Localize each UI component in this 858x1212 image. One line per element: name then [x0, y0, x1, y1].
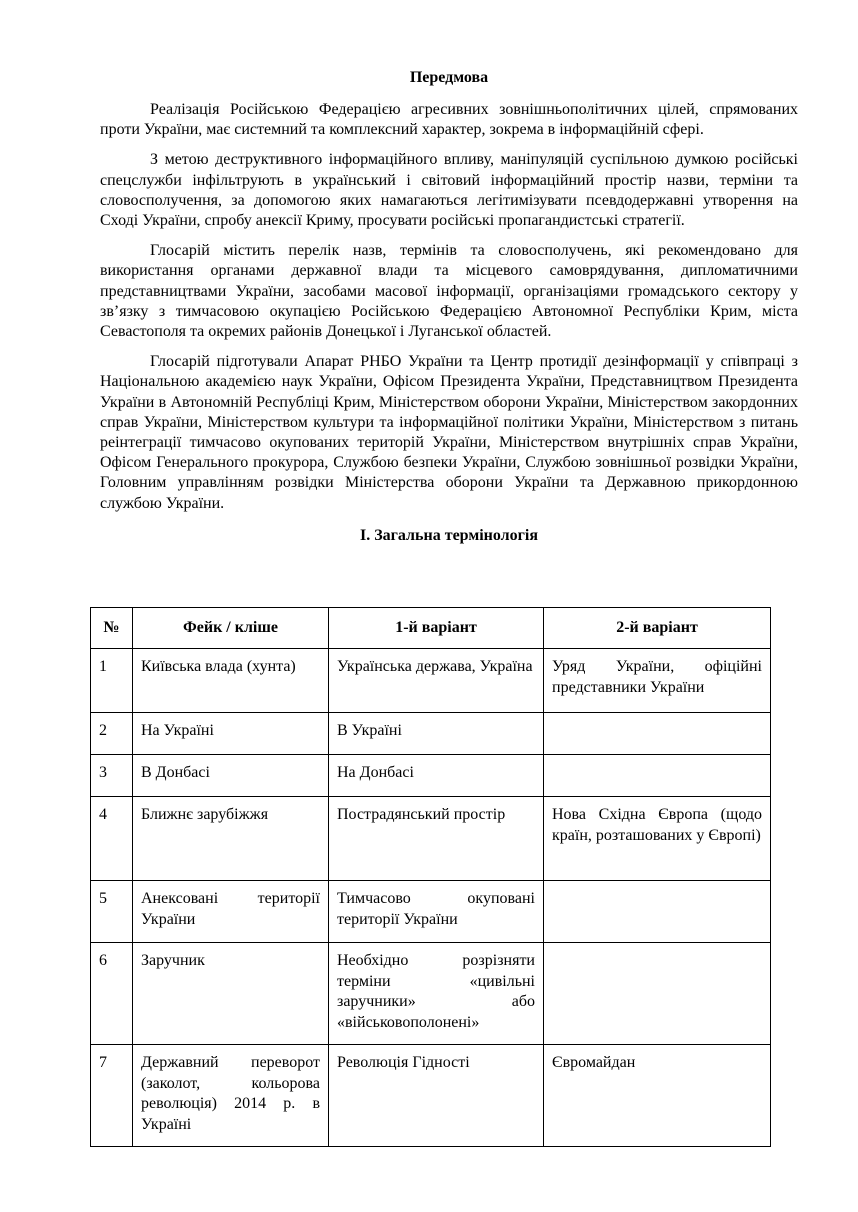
- variant-2: Євромайдан: [544, 1045, 771, 1147]
- table-row: [91, 943, 771, 1045]
- preface-paragraph: Глосарій підготували Апарат РНБО України та Центр протидії дезінформації у співпраці з Національною академією наук України, Офісом Президента України, Представництвом Президента України в Автономній Республіці Крим, Міністерством оборони України, Міністерством закордонних справ України, Міністерством культури та інформаційної політики України, Міністерством з питань реінтеграції тимчасово окупованих територій України, Міністерством внутрішніх справ України, Офісом Генерального прокурора, Службою безпеки України, Службою зовнішньої розвідки України, Головним управлінням розвідки Міністерства оборони України та Державною прикордонною службою України.: [100, 353, 798, 512]
- fake-term: В Донбасі: [133, 755, 329, 797]
- fake-term: Анексовані території України: [133, 881, 329, 943]
- variant-1: Революція Гідності: [329, 1045, 544, 1147]
- variant-2: Нова Східна Європа (щодо країн, розташованих у Європі): [544, 797, 771, 881]
- variant-2: [544, 713, 771, 755]
- row-number: 7: [91, 1045, 133, 1147]
- table-row: [91, 755, 771, 797]
- document-page: [100, 68, 798, 556]
- variant-1: Пострадянський простір: [329, 797, 544, 881]
- row-number: 6: [91, 943, 133, 1045]
- row-number: 2: [91, 713, 133, 755]
- fake-term: Заручник: [133, 943, 329, 1045]
- row-number: 3: [91, 755, 133, 797]
- variant-1: Тимчасово окуповані території України: [329, 881, 544, 943]
- fake-term: Київська влада (хунта): [133, 649, 329, 713]
- variant-2: [544, 881, 771, 943]
- table-row: [91, 797, 771, 881]
- header-number: №: [91, 608, 133, 649]
- fake-term: Державний переворот (заколот, кольорова революція) 2014 р. в Україні: [133, 1045, 329, 1147]
- row-number: 5: [91, 881, 133, 943]
- row-number: 4: [91, 797, 133, 881]
- table-row: [91, 881, 771, 943]
- table-row: [91, 1045, 771, 1147]
- variant-2: [544, 943, 771, 1045]
- variant-2: [544, 755, 771, 797]
- table-row: [91, 649, 771, 713]
- fake-term: Ближнє зарубіжжя: [133, 797, 329, 881]
- header-variant-2: 2-й варіант: [544, 608, 771, 649]
- variant-1: В Україні: [329, 713, 544, 755]
- glossary-table: [90, 607, 771, 1147]
- row-number: 1: [91, 649, 133, 713]
- preface-heading: Передмова: [409, 69, 489, 86]
- header-fake: Фейк / кліше: [133, 608, 329, 649]
- variant-1: Необхідно розрізняти терміни «цивільні заручники» або «військовополонені»: [329, 943, 544, 1045]
- preface-paragraph: Реалізація Російською Федерацією агресивних зовнішньополітичних цілей, спрямованих проти України, має системний та комплексний характер, зокрема в інформаційній сфері.: [100, 101, 798, 139]
- header-variant-1: 1-й варіант: [329, 608, 544, 649]
- preface-paragraph: З метою деструктивного інформаційного впливу, маніпуляцій суспільною думкою російські спецслужби інфільтрують в український і світовий інформаційний простір назви, терміни та словосполучення, за допомогою яких намагаються легітимізувати псевдодержавні утворення на Сході України, спробу анексії Криму, просувати російські пропагандистські стратегії.: [100, 151, 798, 230]
- variant-2: Уряд України, офіційні представники України: [544, 649, 771, 713]
- table-row: [91, 713, 771, 755]
- variant-1: Українська держава, Україна: [329, 649, 544, 713]
- fake-term: На Україні: [133, 713, 329, 755]
- variant-1: На Донбасі: [329, 755, 544, 797]
- table-header-row: [91, 608, 771, 649]
- preface-paragraph: Глосарій містить перелік назв, термінів та словосполучень, які рекомендовано для використання органами державної влади та місцевого самоврядування, дипломатичними представництвами України, засобами масової інформації, організаціями громадського сектору у зв’язку з тимчасовою окупацією Російською Федерацією Автономної Республіки Крим, міста Севастополя та окремих районів Донецької і Луганської областей.: [100, 242, 798, 341]
- section-title: І. Загальна термінологія: [359, 526, 539, 544]
